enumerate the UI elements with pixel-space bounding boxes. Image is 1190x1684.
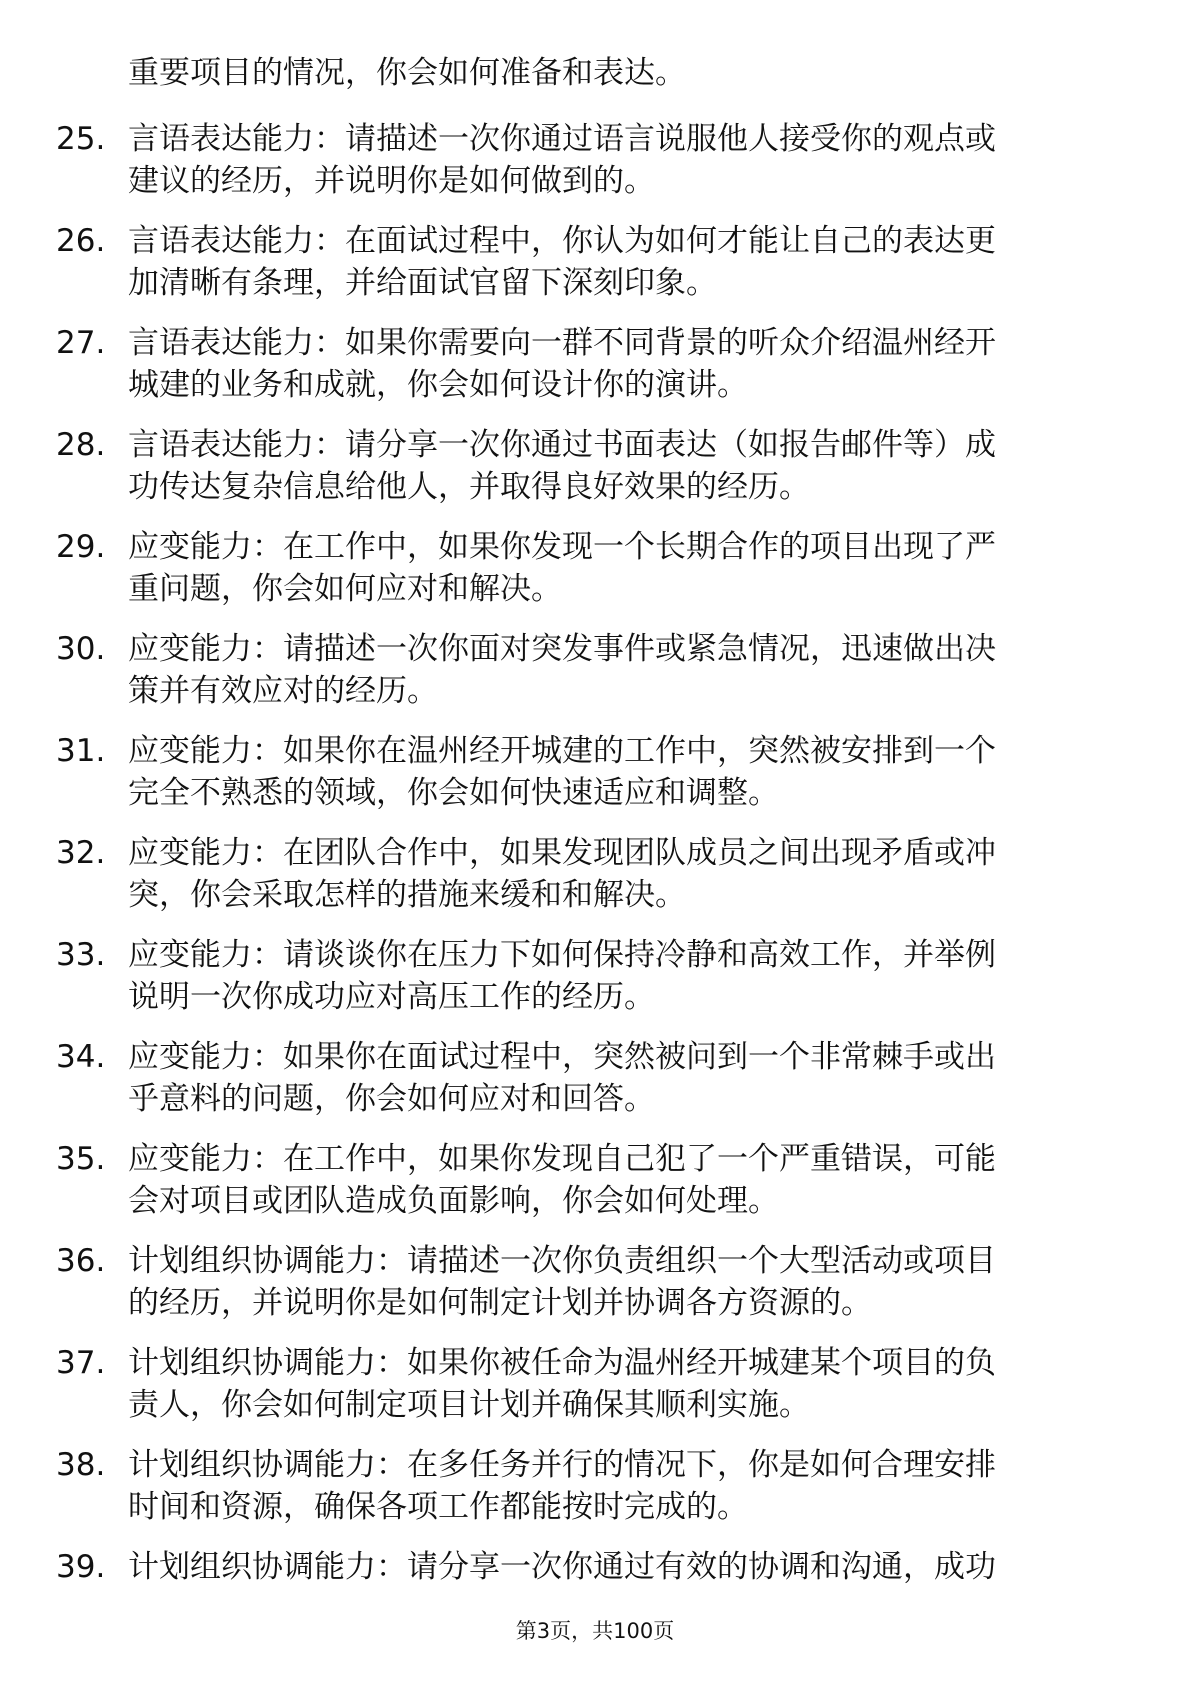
question-number: 35. xyxy=(56,1141,106,1177)
question-line: 责人，你会如何制定项目计划并确保其顺利实施。 xyxy=(128,1387,810,1423)
question-number: 38. xyxy=(56,1447,106,1483)
question-line: 言语表达能力：如果你需要向一群不同背景的听众介绍温州经开 xyxy=(128,325,996,361)
question-line: 会对项目或团队造成负面影响，你会如何处理。 xyxy=(128,1183,779,1219)
question-line: 说明一次你成功应对高压工作的经历。 xyxy=(128,979,655,1015)
question-number: 25. xyxy=(56,121,106,157)
question-text xyxy=(128,628,1108,712)
question-number: 32. xyxy=(56,835,106,871)
question-text xyxy=(128,730,1108,814)
question-item xyxy=(0,526,1190,610)
question-line: 加清晰有条理，并给面试官留下深刻印象。 xyxy=(128,265,717,301)
question-line: 重问题，你会如何应对和解决。 xyxy=(128,571,562,607)
question-number: 34. xyxy=(56,1039,106,1075)
question-text xyxy=(128,1546,1108,1588)
question-number: 26. xyxy=(56,223,106,259)
question-text xyxy=(128,1342,1108,1426)
question-item xyxy=(0,1342,1190,1426)
question-line: 应变能力：请描述一次你面对突发事件或紧急情况，迅速做出决 xyxy=(128,631,996,667)
question-item xyxy=(0,730,1190,814)
question-line: 言语表达能力：请描述一次你通过语言说服他人接受你的观点或 xyxy=(128,121,996,157)
question-item xyxy=(0,424,1190,508)
question-line: 应变能力：请谈谈你在压力下如何保持冷静和高效工作，并举例 xyxy=(128,937,996,973)
question-number: 33. xyxy=(56,937,106,973)
question-line: 完全不熟悉的领域，你会如何快速适应和调整。 xyxy=(128,775,779,811)
continuation-text: 重要项目的情况，你会如何准备和表达。 xyxy=(128,55,686,91)
question-line: 策并有效应对的经历。 xyxy=(128,673,438,709)
question-line: 应变能力：如果你在温州经开城建的工作中，突然被安排到一个 xyxy=(128,733,996,769)
question-line: 的经历，并说明你是如何制定计划并协调各方资源的。 xyxy=(128,1285,872,1321)
question-text xyxy=(128,832,1108,916)
question-item xyxy=(0,1036,1190,1120)
question-line: 突，你会采取怎样的措施来缓和和解决。 xyxy=(128,877,686,913)
question-item xyxy=(0,628,1190,712)
question-line: 言语表达能力：请分享一次你通过书面表达（如报告邮件等）成 xyxy=(128,427,996,463)
question-item xyxy=(0,322,1190,406)
question-number: 37. xyxy=(56,1345,106,1381)
question-number: 39. xyxy=(56,1549,106,1585)
question-line: 计划组织协调能力：如果你被任命为温州经开城建某个项目的负 xyxy=(128,1345,996,1381)
question-text xyxy=(128,1444,1108,1528)
question-item xyxy=(0,934,1190,1018)
question-line: 城建的业务和成就，你会如何设计你的演讲。 xyxy=(128,367,748,403)
question-item xyxy=(0,220,1190,304)
question-number: 28. xyxy=(56,427,106,463)
question-item xyxy=(0,118,1190,202)
question-number: 30. xyxy=(56,631,106,667)
question-line: 计划组织协调能力：在多任务并行的情况下，你是如何合理安排 xyxy=(128,1447,996,1483)
question-number: 31. xyxy=(56,733,106,769)
question-line: 乎意料的问题，你会如何应对和回答。 xyxy=(128,1081,655,1117)
question-number: 36. xyxy=(56,1243,106,1279)
question-line: 建议的经历，并说明你是如何做到的。 xyxy=(128,163,655,199)
question-text xyxy=(128,322,1108,406)
question-number: 27. xyxy=(56,325,106,361)
question-item xyxy=(0,1240,1190,1324)
question-item xyxy=(0,1138,1190,1222)
question-text xyxy=(128,1240,1108,1324)
question-line: 计划组织协调能力：请描述一次你负责组织一个大型活动或项目 xyxy=(128,1243,996,1279)
question-text xyxy=(128,1138,1108,1222)
question-item xyxy=(0,832,1190,916)
question-text xyxy=(128,526,1108,610)
question-item xyxy=(0,1444,1190,1528)
question-line: 应变能力：如果你在面试过程中，突然被问到一个非常棘手或出 xyxy=(128,1039,996,1075)
question-text xyxy=(128,934,1108,1018)
question-line: 时间和资源，确保各项工作都能按时完成的。 xyxy=(128,1489,748,1525)
question-line: 言语表达能力：在面试过程中，你认为如何才能让自己的表达更 xyxy=(128,223,996,259)
question-text xyxy=(128,220,1108,304)
question-number: 29. xyxy=(56,529,106,565)
question-line: 应变能力：在团队合作中，如果发现团队成员之间出现矛盾或冲 xyxy=(128,835,996,871)
question-list xyxy=(0,118,1190,1648)
question-line: 计划组织协调能力：请分享一次你通过有效的协调和沟通，成功 xyxy=(128,1549,996,1585)
question-text xyxy=(128,118,1108,202)
question-line: 功传达复杂信息给他人，并取得良好效果的经历。 xyxy=(128,469,810,505)
question-text xyxy=(128,424,1108,508)
question-text xyxy=(128,1036,1108,1120)
question-line: 应变能力：在工作中，如果你发现自己犯了一个严重错误，可能 xyxy=(128,1141,996,1177)
question-line: 应变能力：在工作中，如果你发现一个长期合作的项目出现了严 xyxy=(128,529,996,565)
page-footer: 第3页，共100页 xyxy=(515,1619,675,1643)
